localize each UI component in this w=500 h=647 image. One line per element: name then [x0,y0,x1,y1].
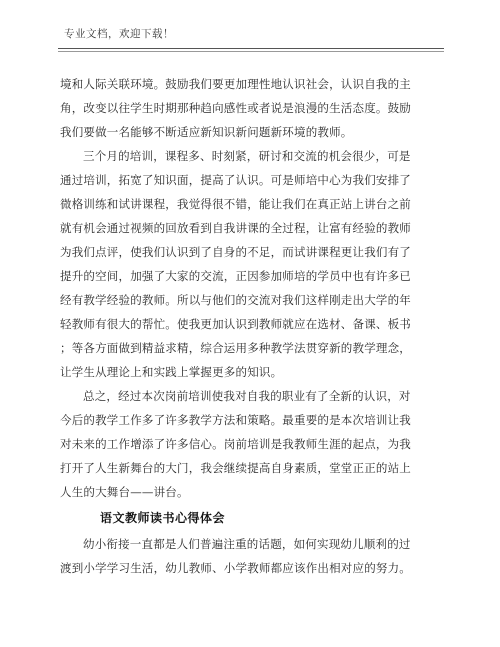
text-line: 打开了人生新舞台的大门，我会继续提高自身素质，堂堂正正的站上 [60,461,411,475]
section-paragraph [60,532,442,580]
text-line: 渡到小学学习生活，幼儿教师、小学教师都应该作出相对应的努力。 [60,561,411,575]
text-line: 经有教学经验的教师。所以与他们的交流对我们这样刚走出大学的年 [60,293,411,307]
text-line: 提升的空间，加强了大家的交流，正因参加师培的学员中也有许多已 [60,269,411,283]
text-line: 我们要做一名能够不断适应新知识新问题新环境的教师。 [60,125,353,139]
text-line: 为我们点评，使我们认识到了自身的不足，而试讲课程更让我们有了 [60,245,411,259]
text-line: 幼小衔接一直都是人们普遍注重的话题，如何实现幼儿顺利的过 [83,537,411,551]
text-line: 境和人际关联环境。鼓励我们要更加理性地认识社会，认识自我的主 [60,77,411,91]
text-line: 就有机会通过视频的回放看到自我讲课的全过程，让富有经验的教师 [60,221,411,235]
page-header: 专业文档，欢迎下载！ [64,28,174,40]
text-line: 让学生从理论上和实践上掌握更多的知识。 [60,365,283,379]
text-line: 通过培训，拓宽了知识面，提高了认识。可是师培中心为我们安排了 [60,173,411,187]
paragraph-3 [60,384,442,504]
paragraph-2 [60,144,442,384]
document-body [60,72,442,580]
text-line: 角，改变以往学生时期那种趋向感性或者说是浪漫的生活态度。鼓励 [60,101,411,115]
text-line: 总之，经过本次岗前培训使我对自我的职业有了全新的认识，对 [83,389,411,403]
section-heading: 语文教师读书心得体会 [100,511,226,525]
header-rule [58,48,444,49]
text-line: 微格训练和试讲课程，我觉得很不错，能让我们在真正站上讲台之前 [60,197,411,211]
paragraph-1 [60,72,442,144]
header-rule-secondary [58,51,444,52]
text-line: 三个月的培训，课程多、时刻紧，研讨和交流的机会很少，可是 [83,149,411,163]
text-line: ；等各方面做到精益求精，综合运用多种教学法贯穿新的教学理念， [60,341,411,355]
text-line: 今后的教学工作多了许多教学方法和策略。最重要的是本次培训让我 [60,413,411,427]
text-line: 轻教师有很大的帮忙。使我更加认识到教师就应在选材、备课、板书 [60,317,411,331]
text-line: 人生的大舞台——讲台。 [60,485,189,499]
text-line: 对未来的工作增添了许多信心。岗前培训是我教师生涯的起点，为我 [60,437,411,451]
